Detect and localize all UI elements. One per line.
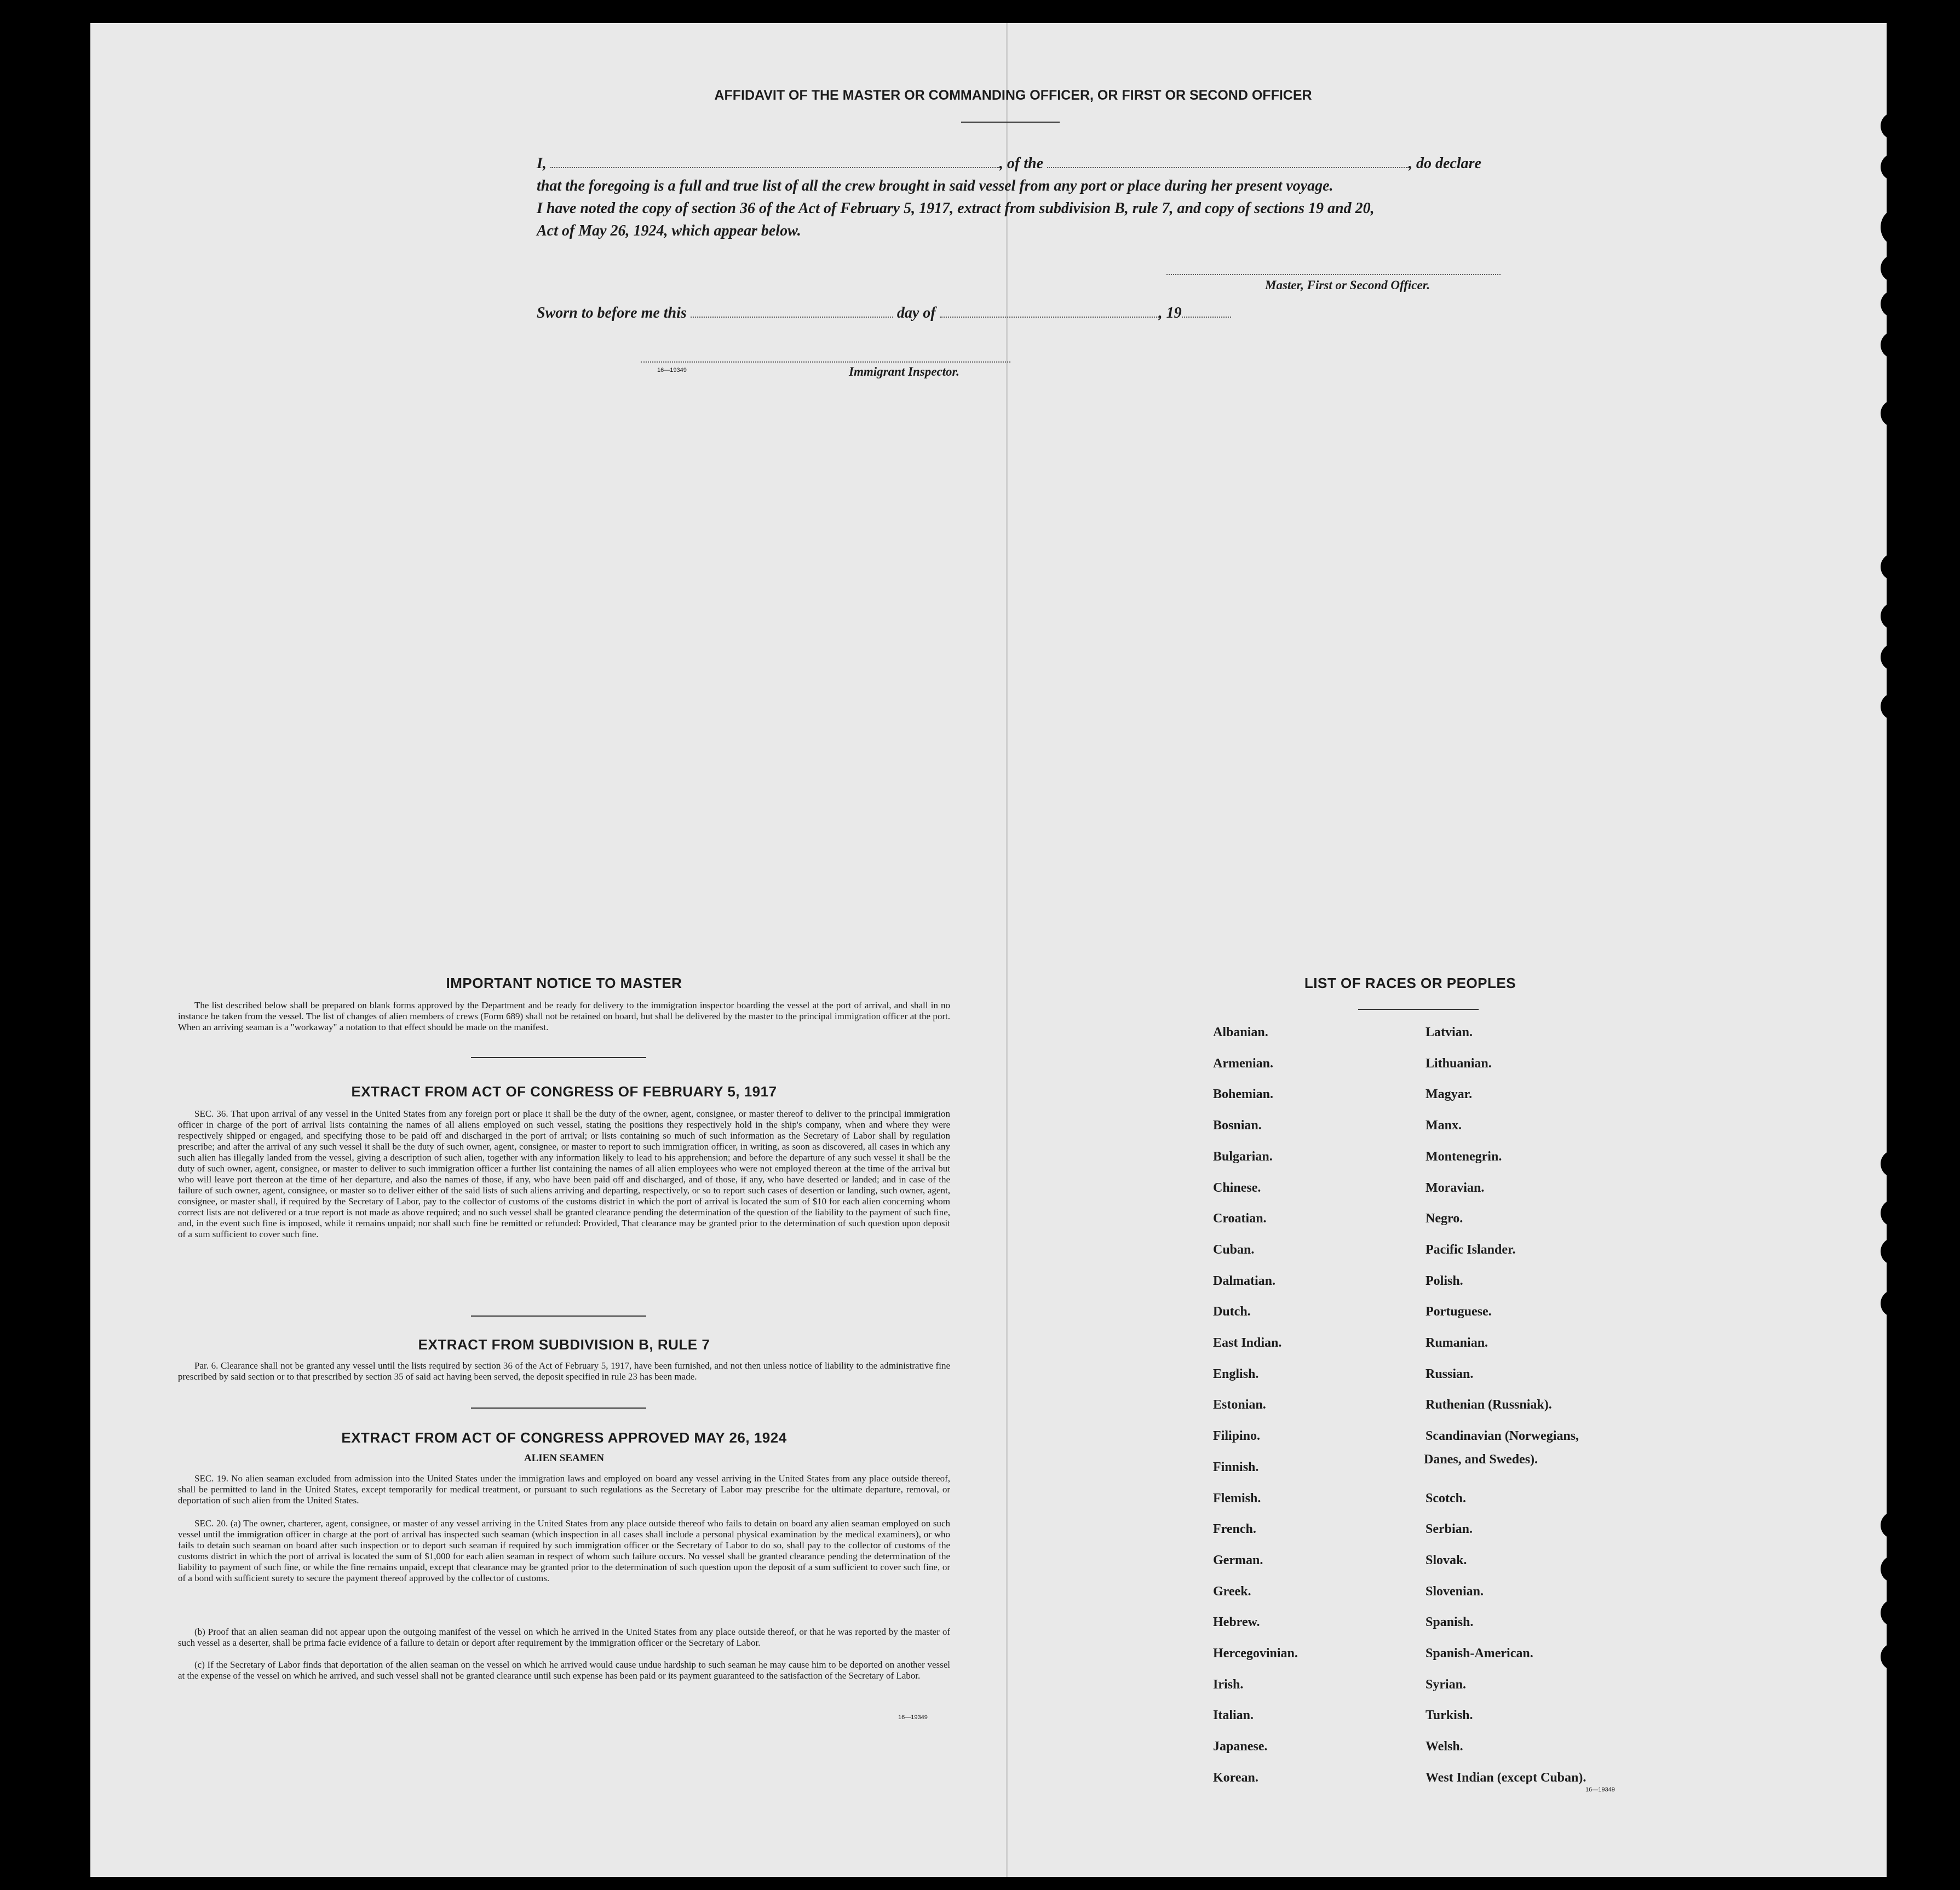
punch-hole bbox=[1881, 1555, 1908, 1583]
race-item: Portuguese. bbox=[1426, 1305, 1492, 1319]
punch-hole bbox=[1881, 1290, 1908, 1317]
subdivision-b-title: EXTRACT FROM SUBDIVISION B, RULE 7 bbox=[418, 1336, 710, 1353]
i-label: I, bbox=[537, 155, 547, 172]
race-item: Slovak. bbox=[1426, 1553, 1467, 1567]
day-of-label: day of bbox=[896, 305, 936, 321]
sworn-day-field[interactable] bbox=[691, 317, 893, 318]
punch-hole bbox=[1881, 1238, 1908, 1265]
vessel-field[interactable] bbox=[1047, 167, 1409, 168]
sworn-line bbox=[537, 305, 1231, 322]
extract-1924-title: EXTRACT FROM ACT OF CONGRESS APPROVED MAY 26, 1924 bbox=[341, 1429, 787, 1446]
race-item: Rumanian. bbox=[1426, 1336, 1488, 1350]
sec-20c-text: (c) If the Secretary of Labor finds that deportation of the alien seaman on the vessel on which he arrived would cause undue hardship to such seaman he may cause him to be deported on another vessel at the expense of the vessel on which he arrived, and such vessel shall not be granted clearance until such expense has been paid or its payment guaranteed to the satisfaction of the Secretary of Labor. bbox=[178, 1659, 950, 1681]
form-number: 16—19349 bbox=[898, 1714, 928, 1721]
race-item: Dutch. bbox=[1213, 1305, 1251, 1319]
signature-label: Master, First or Second Officer. bbox=[1265, 278, 1430, 292]
race-item: Latvian. bbox=[1426, 1025, 1473, 1039]
race-item: Ruthenian (Russniak). bbox=[1426, 1398, 1552, 1412]
year-field[interactable] bbox=[1182, 317, 1231, 318]
sworn-label: Sworn to before me this bbox=[537, 305, 687, 321]
punch-hole bbox=[1881, 331, 1908, 359]
punch-hole bbox=[1881, 1199, 1908, 1227]
extract-1917-title: EXTRACT FROM ACT OF CONGRESS OF FEBRUARY 5, 1917 bbox=[351, 1083, 777, 1100]
race-item: Welsh. bbox=[1426, 1739, 1463, 1754]
race-item: Albanian. bbox=[1213, 1025, 1268, 1039]
punch-hole bbox=[1881, 644, 1908, 671]
year-label: , 19 bbox=[1158, 305, 1182, 321]
punch-hole bbox=[1881, 112, 1908, 140]
race-item: Japanese. bbox=[1213, 1739, 1268, 1754]
race-item: Russian. bbox=[1426, 1366, 1474, 1381]
race-item: Spanish-American. bbox=[1426, 1646, 1533, 1661]
race-item: Cuban. bbox=[1213, 1242, 1255, 1257]
race-item: Bosnian. bbox=[1213, 1118, 1262, 1133]
race-item: Filipino. bbox=[1213, 1429, 1261, 1444]
notice-title: IMPORTANT NOTICE TO MASTER bbox=[446, 975, 682, 991]
race-item: Dalmatian. bbox=[1213, 1273, 1275, 1288]
punch-hole bbox=[1881, 1512, 1908, 1539]
punch-hole bbox=[1881, 1643, 1908, 1670]
race-item: West Indian (except Cuban). bbox=[1426, 1770, 1587, 1785]
race-item: Polish. bbox=[1426, 1273, 1463, 1288]
race-item: Croatian. bbox=[1213, 1211, 1267, 1226]
fold-crease bbox=[1006, 23, 1008, 1877]
race-item: Montenegrin. bbox=[1426, 1149, 1502, 1164]
extract-1917-body: SEC. 36. That upon arrival of any vessel in the United States from any foreign port or place it shall be the duty of the owner, agent, consignee, or master thereof to deliver to the principal immigration officer in charge of the port of arrival lists containing the names of all aliens employed on such vessel, stating the positions they respectively hold in the ship's company, when and where they were respectively shipped or engaged, and specifying those to be paid off and discharged in the port of arrival; or lists containing so much of such information as the Secretary of Labor shall by regulation prescribe; and after the arrival of any such vessel it shall be the duty of such owner, agent, consignee, or master to report to such immigration officer, in writing, as soon as discovered, all cases in which any such alien has illegally landed from the vessel, giving a description of such alien, together with any information likely to lead to his apprehension; and before the departure of any such vessel it shall be the duty of such owner, agent, consignee, or master to deliver to such immigration officer a further list containing the names of all alien employees who were not employed thereon at the time of the arrival but who will leave port thereon at the time of her departure, and also the names of those, if any, who have been paid off and discharged, and of those, if any, who have deserted or landed; and in case of the failure of such owner, agent, consignee, or master so to deliver either of the said lists of such aliens arriving and departing, respectively, or so to report such cases of desertion or landing, such owner, agent, consignee, or master shall, if required by the Secretary of Labor, pay to the collector of customs of the customs district in which the port of arrival is located the sum of $10 for each alien concerning whom correct lists are not delivered or a true report is not made as above required; and no such vessel shall be granted clearance pending the determination of the question of the liability to the payment of such fine, and, in the event such fine is imposed, while it remains unpaid; nor shall such fine be remitted or refunded: Provided, That clearance may be granted prior to the determination of such question upon deposit of a sum sufficient to cover such fine. bbox=[178, 1108, 950, 1239]
race-item: Danes, and Swedes). bbox=[1424, 1452, 1538, 1467]
divider bbox=[1358, 1009, 1479, 1010]
race-item: Greek. bbox=[1213, 1584, 1251, 1599]
punch-hole bbox=[1881, 153, 1908, 181]
punch-hole bbox=[1881, 208, 1916, 246]
punch-hole bbox=[1881, 400, 1908, 427]
affidavit-line-3: I have noted the copy of section 36 of the Act of February 5, 1917, extract from subdivision B, rule 7, and copy of sections 19 and 20, bbox=[537, 200, 1375, 217]
punch-hole bbox=[1881, 602, 1908, 630]
race-item: Slovenian. bbox=[1426, 1584, 1484, 1599]
name-field[interactable] bbox=[550, 167, 999, 168]
form-number: 16—19349 bbox=[657, 367, 687, 374]
race-item: Pacific Islander. bbox=[1426, 1242, 1516, 1257]
race-item: Flemish. bbox=[1213, 1491, 1261, 1506]
race-item: Armenian. bbox=[1213, 1056, 1273, 1071]
sec-20b-text: (b) Proof that an alien seaman did not appear upon the outgoing manifest of the vessel on which he arrived in the United States from any place outside thereof, or that he was reported by the master of such vessel as a deserter, shall be prima facie evidence of a failure to detain or deport after requirement by the immigration officer or the Secretary of Labor. bbox=[178, 1627, 950, 1648]
race-item: Serbian. bbox=[1426, 1522, 1473, 1537]
race-item: Manx. bbox=[1426, 1118, 1462, 1133]
race-item: Scotch. bbox=[1426, 1491, 1466, 1506]
affidavit-line-1 bbox=[537, 152, 1522, 175]
race-item: Finnish. bbox=[1213, 1460, 1259, 1474]
race-item: Spanish. bbox=[1426, 1615, 1474, 1630]
affidavit-title: AFFIDAVIT OF THE MASTER OR COMMANDING OFFICER, OR FIRST OR SECOND OFFICER bbox=[714, 88, 1312, 103]
affidavit-body bbox=[537, 152, 1522, 242]
race-item: Turkish. bbox=[1426, 1708, 1473, 1723]
race-item: English. bbox=[1213, 1366, 1259, 1381]
race-item: Bohemian. bbox=[1213, 1087, 1274, 1102]
race-item: German. bbox=[1213, 1553, 1263, 1567]
form-number: 16—19349 bbox=[1585, 1786, 1615, 1793]
do-declare-label: , do declare bbox=[1409, 155, 1481, 172]
race-item: East Indian. bbox=[1213, 1336, 1282, 1350]
punch-hole bbox=[1881, 255, 1908, 282]
sec-19-text: SEC. 19. No alien seaman excluded from admission into the United States under the immigration laws and employed on board any vessel arriving in the United States from any place outside thereof, shall be permitted to land in the United States, except temporarily for medical treatment, or pursuant to such regulations as the Secretary of Labor may prescribe for the ultimate departure, removal, or deportation of such alien from the United States. bbox=[178, 1473, 950, 1506]
race-item: Syrian. bbox=[1426, 1677, 1467, 1692]
race-item: Estonian. bbox=[1213, 1398, 1266, 1412]
divider bbox=[471, 1408, 646, 1409]
race-item: Hercegovinian. bbox=[1213, 1646, 1298, 1661]
punch-hole bbox=[1881, 553, 1908, 581]
race-item: Scandinavian (Norwegians, bbox=[1426, 1429, 1579, 1444]
signature-line[interactable] bbox=[1166, 274, 1501, 275]
title-underline bbox=[961, 122, 1060, 123]
race-item: Chinese. bbox=[1213, 1180, 1261, 1195]
punch-hole bbox=[1881, 290, 1908, 318]
punch-hole bbox=[1881, 693, 1908, 720]
affidavit-line-4: Act of May 26, 1924, which appear below. bbox=[537, 222, 801, 239]
punch-hole bbox=[1881, 1599, 1908, 1627]
races-title: LIST OF RACES OR PEOPLES bbox=[1304, 975, 1516, 991]
race-item: French. bbox=[1213, 1522, 1256, 1537]
punch-hole bbox=[1881, 1150, 1908, 1177]
race-item: Hebrew. bbox=[1213, 1615, 1260, 1630]
of-the-label: , of the bbox=[999, 155, 1044, 172]
race-item: Irish. bbox=[1213, 1677, 1244, 1692]
race-item: Moravian. bbox=[1426, 1180, 1485, 1195]
document-page bbox=[90, 23, 1887, 1877]
divider bbox=[471, 1315, 646, 1317]
affidavit-line-2: that the foregoing is a full and true list of all the crew brought in said vessel from any port or place during her present voyage. bbox=[537, 177, 1334, 194]
race-item: Italian. bbox=[1213, 1708, 1254, 1723]
divider bbox=[471, 1057, 646, 1058]
race-item: Lithuanian. bbox=[1426, 1056, 1492, 1071]
race-item: Magyar. bbox=[1426, 1087, 1473, 1102]
subdivision-b-body: Par. 6. Clearance shall not be granted any vessel until the lists required by section 36 of the Act of February 5, 1917, have been furnished, and not then unless notice of liability to the administrative fine prescribed by said section or to that prescribed by section 35 of said act having been served, the deposit specified in rule 23 has been made. bbox=[178, 1360, 950, 1382]
sworn-month-field[interactable] bbox=[940, 317, 1159, 318]
sec-20a-text: SEC. 20. (a) The owner, charterer, agent, consignee, or master of any vessel arriving in the United States from any place outside thereof who fails to detain on board any alien seaman employed on such vessel until the immigration officer in charge at the port of arrival has inspected such seaman (which inspection in all cases shall include a personal physical examination by the medical examiners), or who fails to detain such seaman on board after such inspection or to deport such seaman if required by such immigration officer or the Secretary of Labor to do so, shall pay to the collector of customs of the customs district in which the port of arrival is located the sum of $1,000 for each alien seaman in respect of whom such failure occurs. No vessel shall be granted clearance pending the determination of the liability to payment of such fine, or while the fine remains unpaid, except that clearance may be granted prior to the determination of such question upon the deposit of a sum sufficient to cover such fine, or of a bond with sufficient surety to secure the payment thereof approved by the collector of customs. bbox=[178, 1518, 950, 1583]
notice-body: The list described below shall be prepared on blank forms approved by the Department and be ready for delivery to the immigration inspector boarding the vessel at the port of arrival, and shall in no instance be taken from the vessel. The list of changes of alien members of crews (Form 689) shall not be retained on board, but shall be delivered by the master to the principal immigration officer at the port. When an arriving seaman is a "workaway" a notation to that effect should be made on the manifest. bbox=[178, 1000, 950, 1032]
race-item: Negro. bbox=[1426, 1211, 1463, 1226]
inspector-line[interactable] bbox=[641, 361, 1010, 363]
alien-seamen-subtitle: ALIEN SEAMEN bbox=[524, 1452, 605, 1464]
race-item: Korean. bbox=[1213, 1770, 1258, 1785]
inspector-label: Immigrant Inspector. bbox=[849, 365, 959, 378]
race-item: Bulgarian. bbox=[1213, 1149, 1273, 1164]
